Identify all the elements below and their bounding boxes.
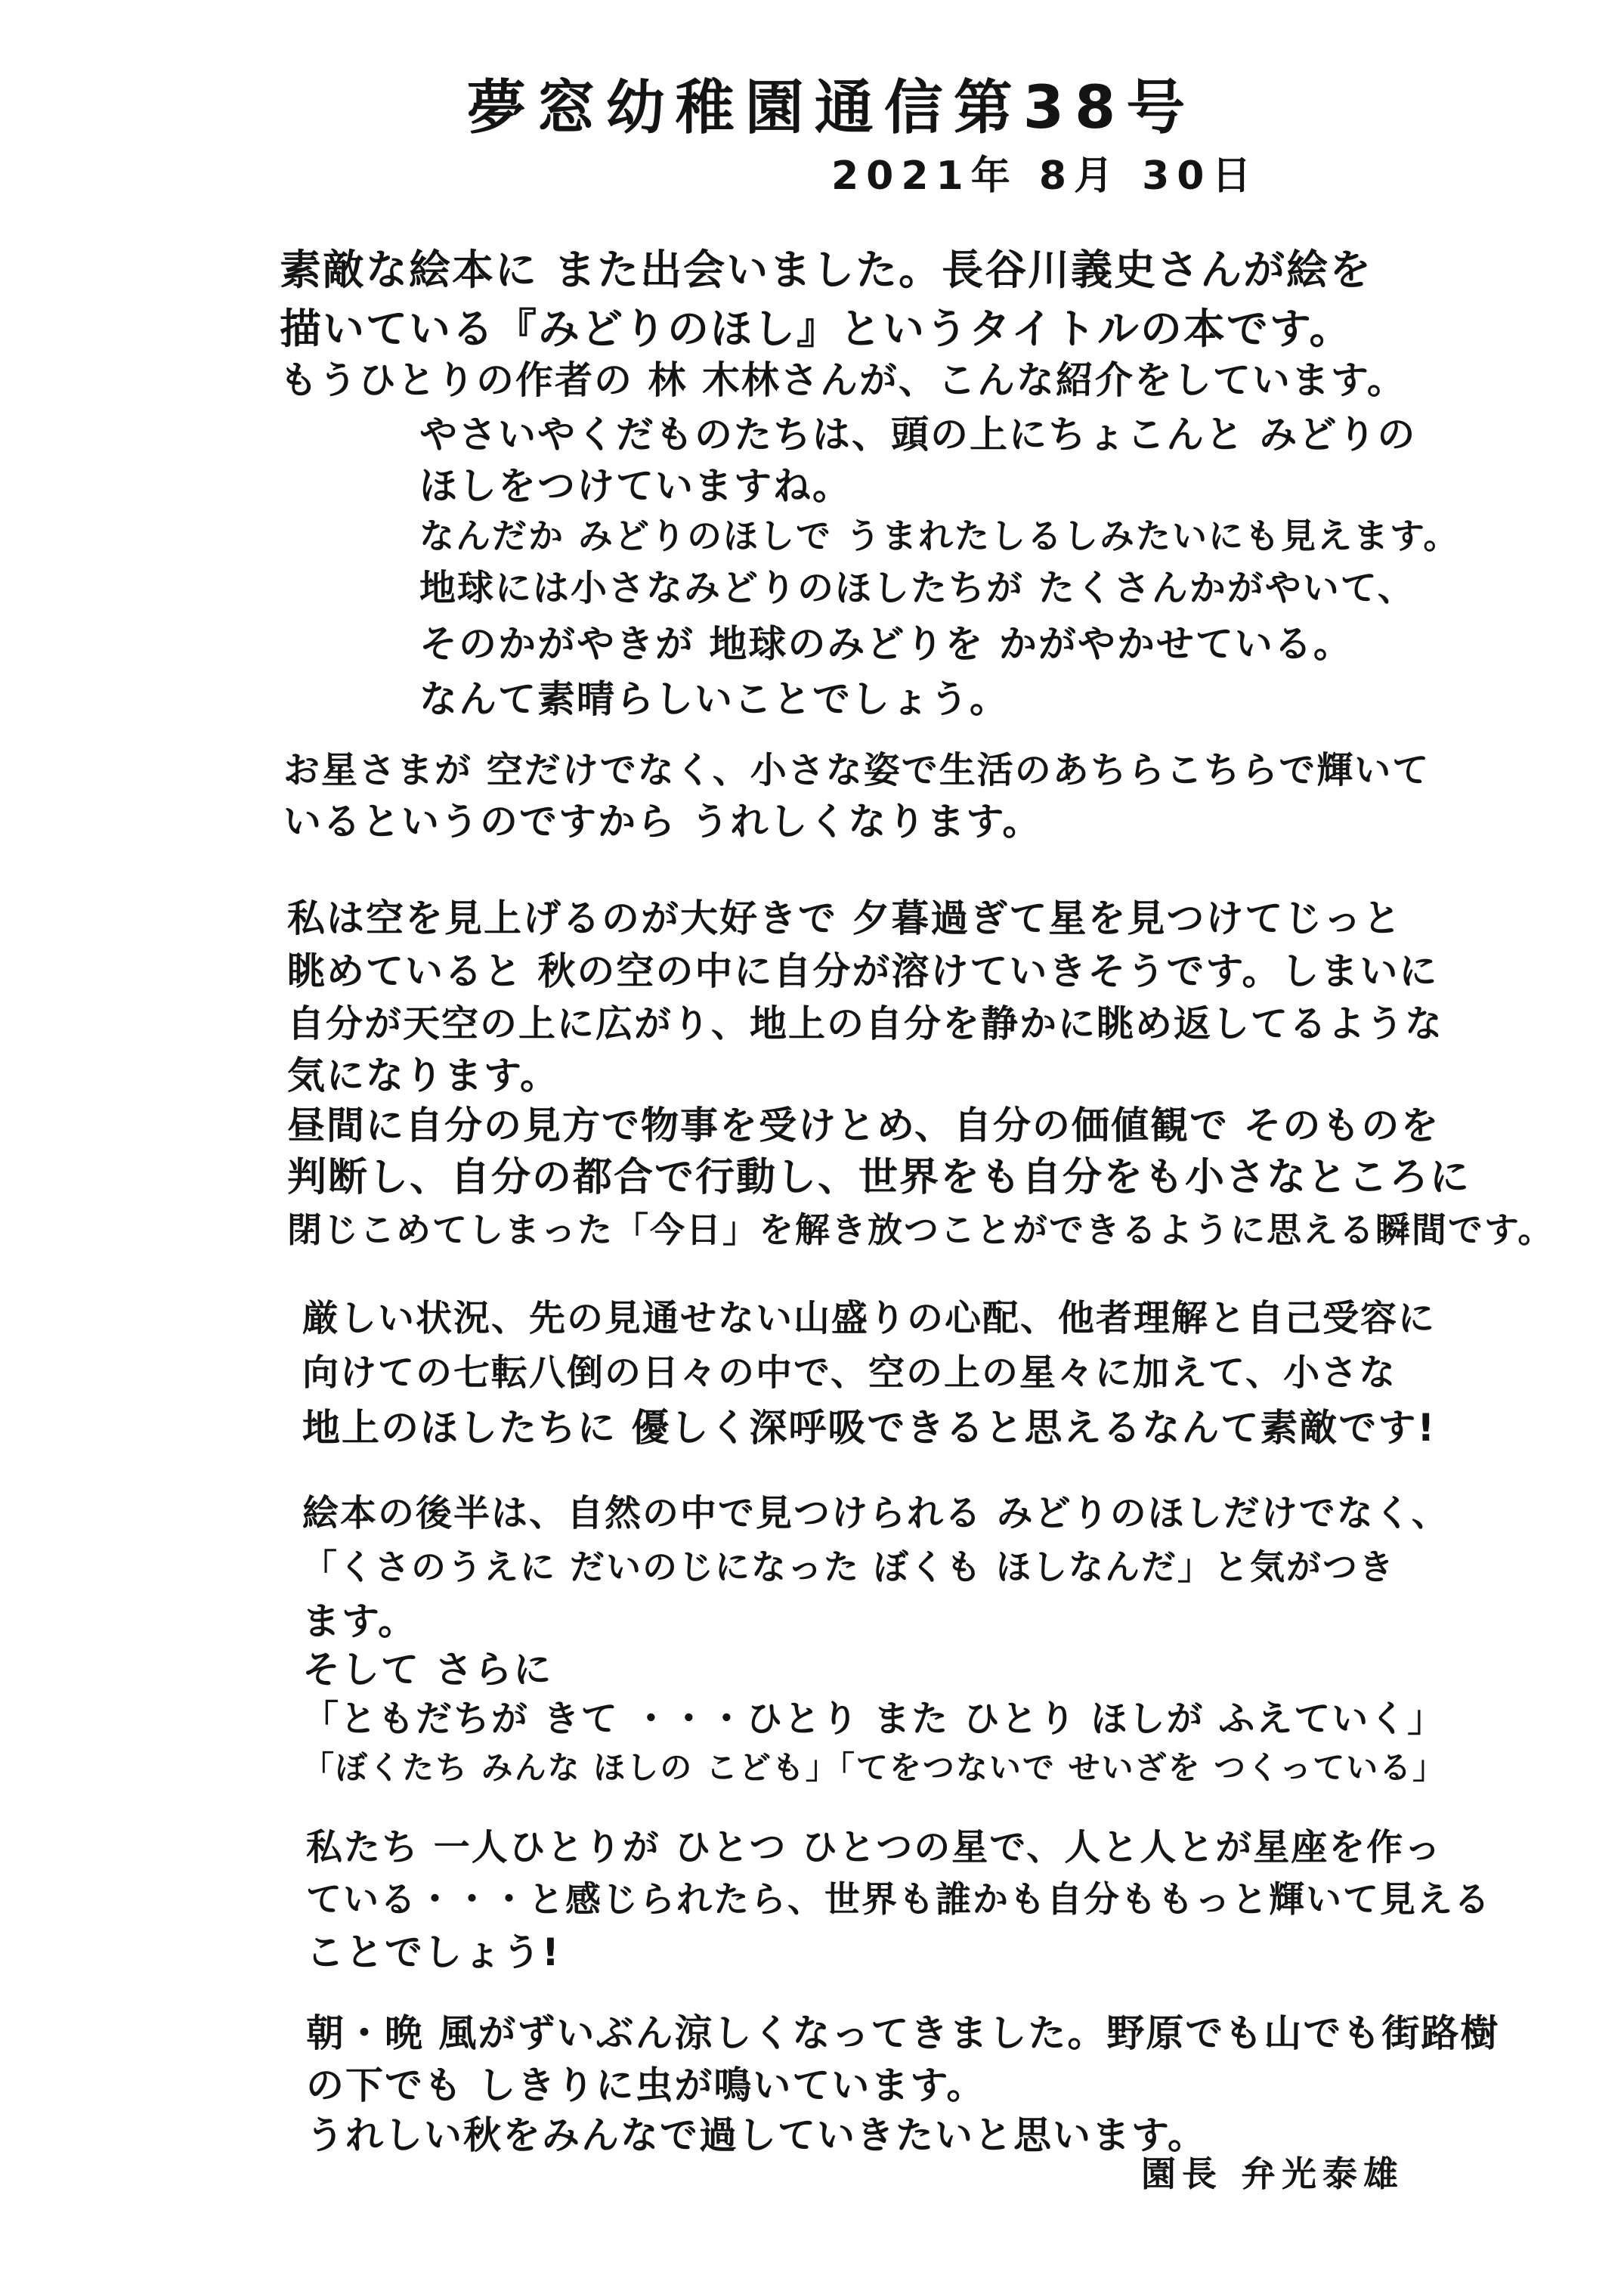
body-line: 判断し、自分の都合で行動し、世界をも自分をも小さなところに: [287, 1155, 1471, 1200]
body-line: 地上のほしたちに 優しく深呼吸できると思えるなんて素敵です!: [302, 1406, 1437, 1450]
body-line: 閉じこめてしまった「今日」を解き放つことができるように思える瞬間です。: [287, 1209, 1554, 1250]
body-line: 私たち 一人ひとりが ひとつ ひとつの星で、人と人とが星座を作っ: [306, 1826, 1443, 1868]
body-line: 描いている『みどりのほし』というタイトルの本です。: [280, 305, 1353, 353]
body-line: の下でも しきりに虫が鳴いています。: [306, 2063, 986, 2107]
quote-line: ほしをつけていますね。: [419, 464, 852, 508]
body-line: いるというのですから うれしくなります。: [283, 800, 1042, 844]
quote-line: なんだか みどりのほしで うまれたしるしみたいにも見えます。: [419, 515, 1460, 556]
body-line: そして さらに: [302, 1648, 553, 1692]
quote-line: なんて素晴らしいことでしょう。: [419, 677, 1009, 721]
body-line: 向けての七転八倒の日々の中で、空の上の星々に加えて、小さな: [302, 1351, 1397, 1394]
body-line: 厳しい状況、先の見通せない山盛りの心配、他者理解と自己受容に: [302, 1297, 1437, 1339]
body-line: 「くさのうえに だいのじになった ぼくも ほしなんだ」と気がつき: [302, 1546, 1396, 1587]
body-line: 気になります。: [287, 1054, 559, 1097]
body-line: ます。: [302, 1599, 417, 1643]
quote-line: 地球には小さなみどりのほしたちが たくさんかがやいて、: [419, 567, 1415, 609]
body-line: 昼間に自分の見方で物事を受けとめ、自分の価値観で そのものを: [287, 1104, 1440, 1147]
body-line: ことでしょう!: [306, 1930, 561, 1974]
quote-line: やさいやくだものたちは、頭の上にちょこんと みどりの: [419, 413, 1417, 457]
issue-date: 2021年 8月 30日: [831, 153, 1259, 199]
quote-line: そのかがやきが 地球のみどりを かがやかせている。: [419, 622, 1353, 666]
newsletter-title: 夢窓幼稚園通信第38号: [466, 74, 1196, 142]
principal-signature: 園長 弁光泰雄: [1141, 2153, 1405, 2194]
body-line: ている・・・と感じられたら、世界も誰かも自分ももっと輝いて見える: [306, 1879, 1491, 1921]
body-line: 「ぼくたち みんな ほしの こども」「てをつないで せいざを つくっている」: [302, 1749, 1446, 1786]
body-line: 自分が天空の上に広がり、地上の自分を静かに眺め返してるような: [287, 1002, 1444, 1045]
body-line: 朝・晩 風がずいぶん涼しくなってきました。野原でも山でも街路樹: [306, 2011, 1500, 2055]
body-line: 素敵な絵本に また出会いました。長谷川義史さんが絵を: [280, 246, 1373, 294]
body-line: 「ともだちが きて ・・・ひとり また ひとり ほしが ふえていく」: [302, 1698, 1446, 1740]
body-line: もうひとりの作者の 林 木林さんが、こんな紹介をしています。: [280, 358, 1406, 402]
body-line: お星さまが 空だけでなく、小さな姿で生活のあちらこちらで輝いて: [283, 749, 1431, 791]
body-line: うれしい秋をみんなで過していきたいと思います。: [306, 2113, 1207, 2157]
body-line: 眺めていると 秋の空の中に自分が溶けていきそうです。しまいに: [287, 949, 1439, 993]
body-line: 私は空を見上げるのが大好きで 夕暮過ぎて星を見つけてじっと: [287, 896, 1403, 940]
body-line: 絵本の後半は、自然の中で見つけられる みどりのほしだけでなく、: [302, 1492, 1449, 1534]
